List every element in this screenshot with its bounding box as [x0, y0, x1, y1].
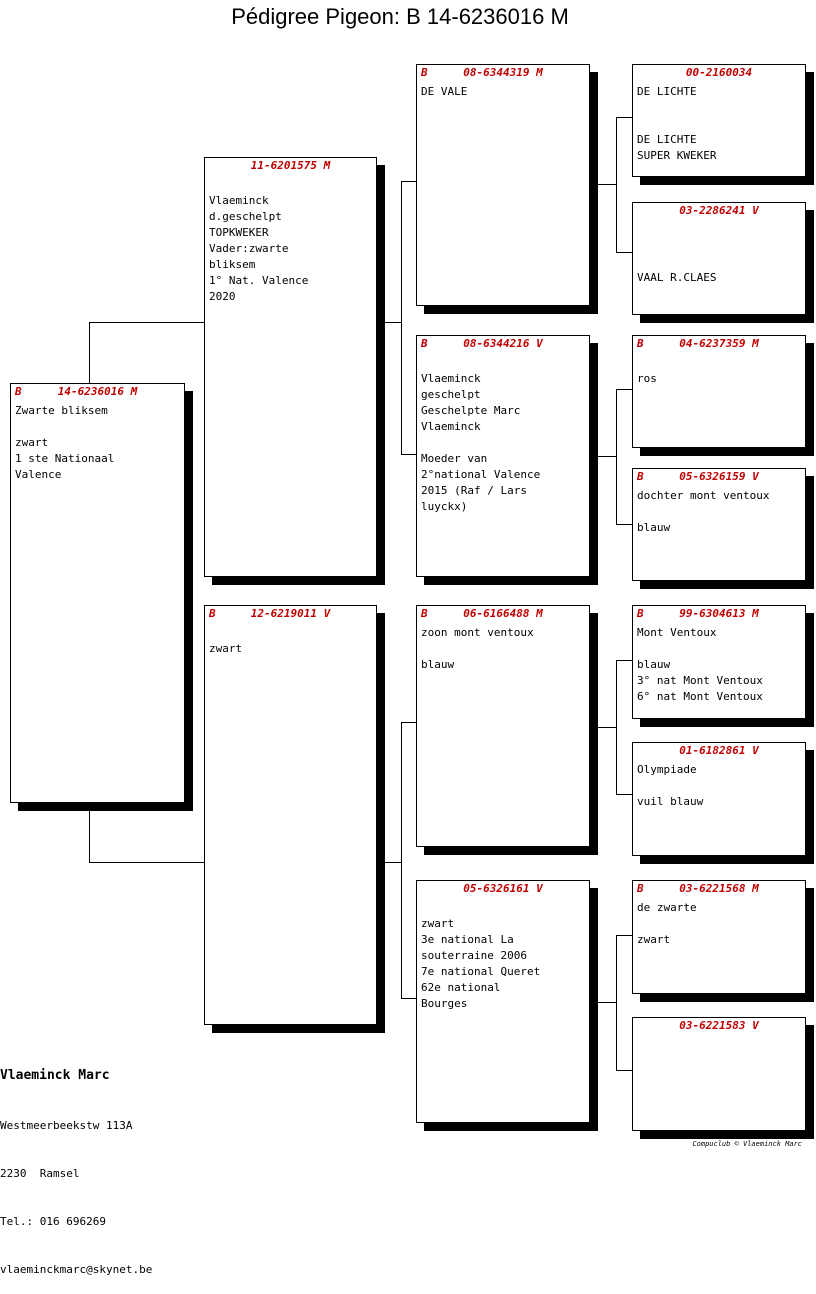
connector-line [598, 727, 616, 728]
pigeon-notes: DE LICHTE DE LICHTE SUPER KWEKER [637, 85, 717, 162]
connector-line [385, 862, 401, 863]
pigeon-notes: Olympiade vuil blauw [637, 763, 704, 808]
country-code: B [421, 607, 428, 620]
pigeon-notes [633, 1034, 805, 1037]
country-code: B [15, 385, 22, 398]
pigeon-card-mff [632, 605, 806, 719]
connector-line [616, 935, 617, 1070]
pigeon-notes: de zwarte zwart [637, 901, 697, 946]
owner-city: 2230 Ramsel [0, 1167, 80, 1180]
connector-line [616, 252, 633, 253]
connector-line [89, 802, 90, 863]
country-code: B [637, 882, 644, 895]
pigeon-notes: zwart [209, 642, 243, 655]
country-code: B [637, 607, 644, 620]
connector-line [616, 389, 617, 524]
ring-number: 11-6201575 M [250, 159, 331, 172]
connector-line [401, 181, 417, 182]
ring-number: 03-2286241 V [679, 204, 759, 217]
connector-line [401, 181, 402, 454]
country-code: B [209, 607, 216, 620]
country-code: B [421, 337, 428, 350]
country-code: B [637, 337, 644, 350]
connector-line [598, 184, 616, 185]
ring-number: 04-6237359 M [679, 337, 759, 350]
pigeon-card-ff [416, 64, 590, 306]
pigeon-card-mmf [632, 880, 806, 994]
page-title: Pédigree Pigeon: B 14-6236016 M [231, 4, 569, 29]
ring-number: 14-6236016 M [57, 385, 138, 398]
ring-number: 99-6304613 M [679, 607, 759, 620]
ring-number: 00-2160034 [685, 66, 753, 79]
pigeon-card-mother [204, 605, 377, 1025]
owner-phone: Tel.: 016 696269 [0, 1215, 106, 1228]
ring-number: 03-6221583 V [679, 1019, 759, 1032]
ring-number: 01-6182861 V [679, 744, 759, 757]
owner-info [0, 1034, 152, 1294]
connector-line [616, 794, 633, 795]
connector-line [616, 117, 617, 252]
pigeon-card-mfm [632, 742, 806, 856]
ring-number: 08-6344319 M [463, 66, 543, 79]
pigeon-notes: DE VALE [421, 85, 468, 98]
pigeon-card-mmm [632, 1017, 806, 1131]
ring-number: 03-6221568 M [679, 882, 759, 895]
connector-line [401, 722, 417, 723]
pigeon-card-fmf [632, 335, 806, 448]
pigeon-notes: zoon mont ventoux blauw [421, 626, 534, 671]
connector-line [385, 322, 401, 323]
pigeon-card-fmm [632, 468, 806, 581]
connector-line [89, 322, 204, 323]
pigeon-card-fff [632, 64, 806, 177]
connector-line [616, 524, 633, 525]
pigeon-notes: dochter mont ventoux blauw [637, 489, 770, 534]
pigeon-card-mf [416, 605, 590, 847]
ring-number: 08-6344216 V [463, 337, 543, 350]
connector-line [401, 998, 417, 999]
country-code: B [637, 470, 644, 483]
pigeon-notes: Zwarte bliksem zwart 1 ste Nationaal Valence [15, 404, 115, 481]
connector-line [598, 1002, 616, 1003]
pigeon-notes: Vlaeminck geschelpt Geschelpte Marc Vlaeminck Moeder van 2°national Valence 2015 (Raf / Lars luyckx) [421, 372, 541, 513]
footer-credit: Compuclub © Vlaeminck Marc [692, 1140, 802, 1148]
pigeon-notes: Vlaeminck d.geschelpt TOPKWEKER Vader:zwarte bliksem 1° Nat. Valence 2020 [209, 194, 309, 303]
owner-email: vlaeminckmarc@skynet.be [0, 1263, 153, 1276]
connector-line [89, 322, 90, 383]
connector-line [598, 456, 616, 457]
pigeon-card-mm [416, 880, 590, 1123]
country-code: B [421, 66, 428, 79]
connector-line [616, 935, 633, 936]
ring-number: 05-6326159 V [679, 470, 759, 483]
pigeon-card-subject [10, 383, 185, 803]
connector-line [616, 660, 633, 661]
connector-line [401, 454, 417, 455]
ring-number: 06-6166488 M [463, 607, 543, 620]
connector-line [616, 660, 617, 794]
connector-line [616, 389, 633, 390]
ring-number: 12-6219011 V [250, 607, 331, 620]
connector-line [89, 862, 204, 863]
pigeon-notes: ros [637, 372, 657, 385]
pigeon-card-fm [416, 335, 590, 577]
pigeon-notes: Mont Ventoux blauw 3° nat Mont Ventoux 6° nat Mont Ventoux [637, 626, 763, 703]
owner-name: Vlaeminck Marc [0, 1068, 110, 1083]
pigeon-card-father [204, 157, 377, 577]
owner-street: Westmeerbeekstw 113A [0, 1119, 133, 1132]
pigeon-card-ffm [632, 202, 806, 315]
connector-line [616, 117, 633, 118]
ring-number: 05-6326161 V [463, 882, 543, 895]
connector-line [616, 1070, 633, 1071]
pigeon-notes: zwart 3e national La souterraine 2006 7e national Queret 62e national Bourges [421, 917, 541, 1010]
connector-line [401, 722, 402, 998]
pigeon-notes: VAAL R.CLAES [637, 271, 717, 284]
